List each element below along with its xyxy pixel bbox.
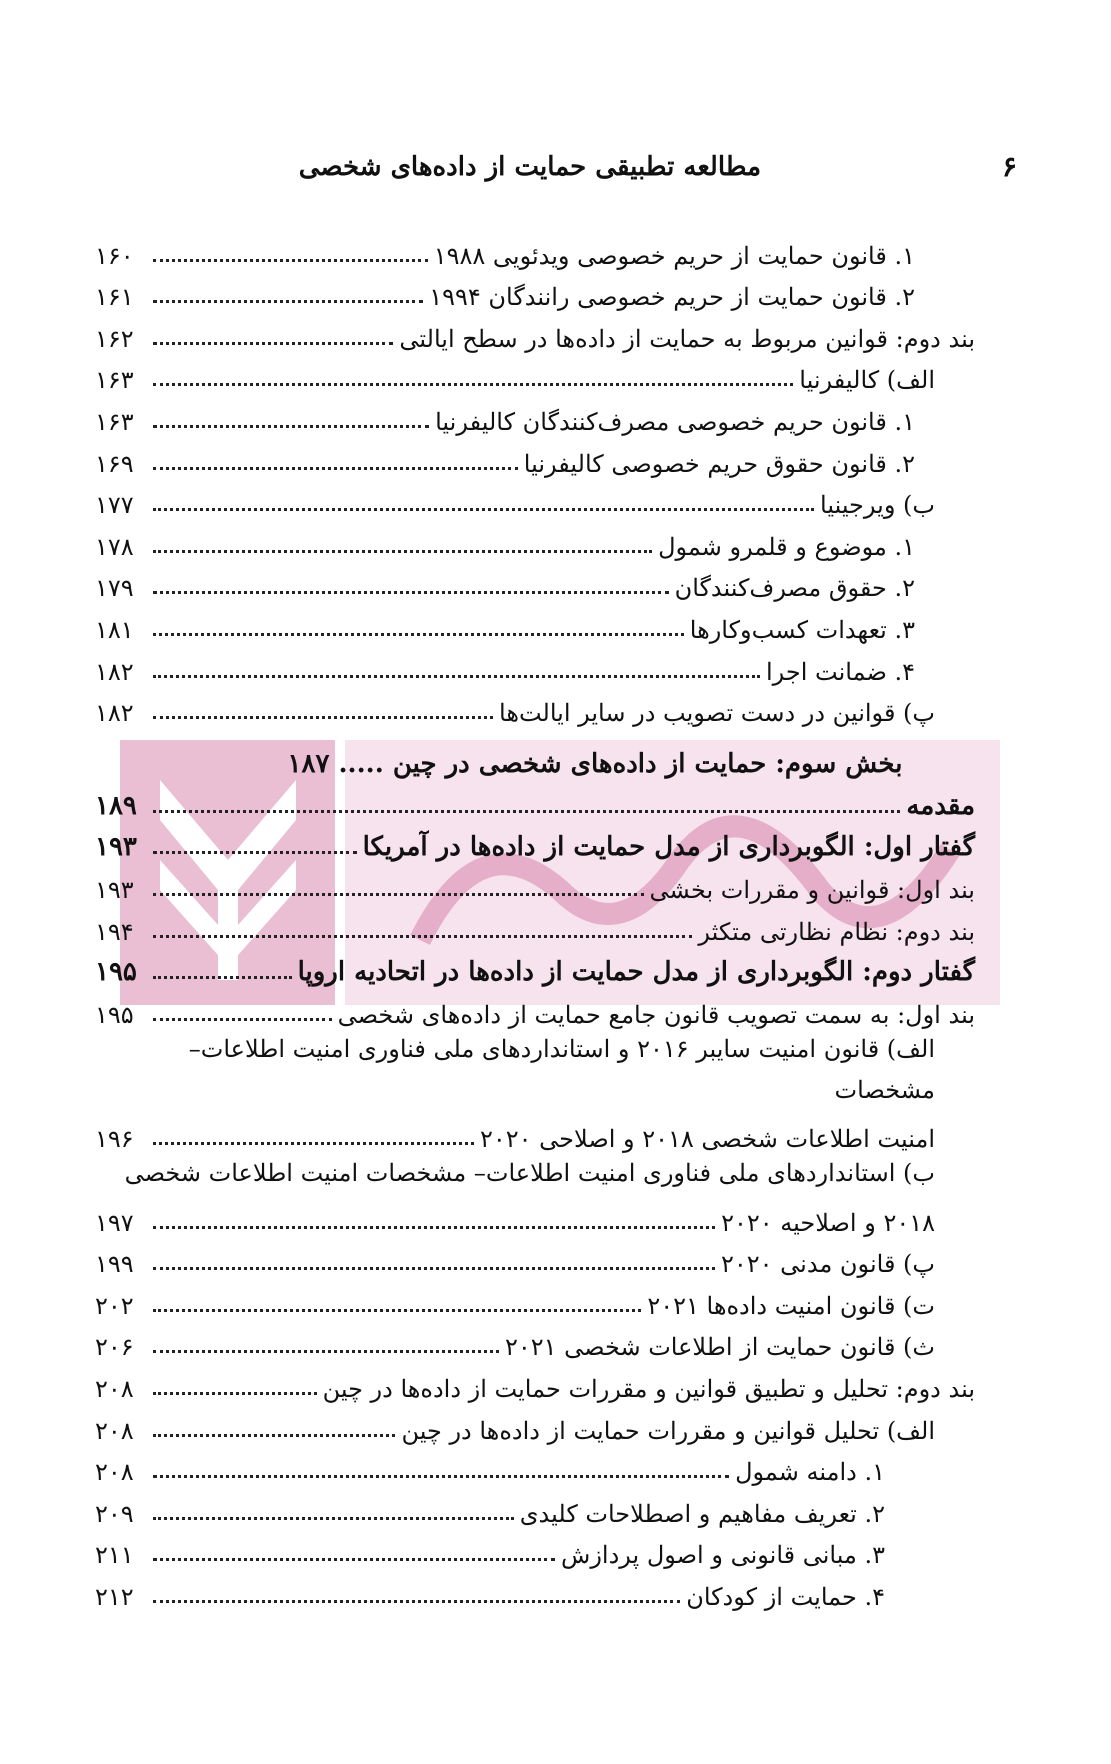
- toc-entry-page: ۱۶۰: [95, 241, 134, 270]
- leader-dots: [153, 633, 684, 636]
- toc-entry-title: پ) قوانین در دست تصویب در سایر ایالت‌ها: [499, 699, 935, 728]
- toc-entry: [95, 1320, 975, 1362]
- toc-entry: [95, 904, 975, 946]
- book-title: مطالعه تطبیقی حمایت از داده‌های شخصی: [298, 152, 761, 182]
- leader-dots: [153, 259, 428, 262]
- toc-entry-page: ۲۰۸: [95, 1458, 134, 1487]
- leader-dots: [153, 591, 669, 594]
- toc-entry-page: ۲۱۱: [95, 1541, 134, 1570]
- toc-entry-page: ۱۶۳: [95, 366, 134, 395]
- leader-dots: [153, 1600, 680, 1603]
- toc-entry-continued: [95, 1153, 975, 1195]
- leader-dots: [153, 1392, 317, 1395]
- toc-entry-page: ۱۸۲: [95, 699, 134, 728]
- toc-entry: [95, 311, 975, 353]
- toc-entry-title: ۳. تعهدات کسب‌وکارها: [689, 615, 915, 644]
- leader-dots: [153, 383, 793, 386]
- toc-entry-page: ۱۹۹: [95, 1250, 134, 1279]
- toc-entry-page: ۱۹۴: [95, 917, 134, 946]
- toc-entry-page: ۱۹۵: [95, 1000, 134, 1029]
- leader-dots: [153, 508, 814, 511]
- leader-dots: [153, 1226, 715, 1229]
- table-of-contents: [95, 228, 975, 1611]
- toc-entry-page: ۱۶۱: [95, 283, 134, 312]
- leader-dots: [153, 976, 292, 979]
- toc-entry-page: ۱۷۷: [95, 491, 134, 520]
- leader-dots: [153, 716, 493, 719]
- leader-dots: [153, 1350, 499, 1353]
- leader-dots: [153, 425, 429, 428]
- toc-entry-title: ۱. موضوع و قلمرو شمول: [658, 532, 915, 561]
- leader-dots: [153, 1267, 715, 1270]
- toc-entry: [95, 1445, 975, 1487]
- toc-entry-page: ۲۱۲: [95, 1583, 134, 1611]
- toc-entry: [95, 1195, 975, 1237]
- toc-entry-title: ۲. تعریف مفاهیم و اصطلاحات کلیدی: [519, 1499, 885, 1528]
- toc-entry: [95, 1237, 975, 1279]
- toc-entry-page: ۱۹۷: [95, 1208, 134, 1237]
- leader-dots: [153, 342, 393, 345]
- leader-dots: [153, 893, 644, 896]
- toc-entry-page: ۱۹۳: [95, 875, 134, 904]
- toc-entry: [95, 561, 975, 603]
- leader-dots: [153, 1517, 514, 1520]
- toc-entry-title: ۲. حقوق مصرف‌کنندگان: [674, 574, 915, 603]
- toc-entry-page: ۱۹۳: [95, 832, 137, 863]
- leader-dots: [153, 851, 357, 854]
- leader-dots: [153, 1434, 395, 1437]
- toc-entry-title: بند اول: به سمت تصویب قانون جامع حمایت از داده‌های شخصی: [337, 1000, 975, 1029]
- leader-dots: [153, 1309, 641, 1312]
- toc-entry-page: ۱۸۲: [95, 657, 134, 686]
- toc-entry: [95, 1361, 975, 1403]
- toc-entry-title: ۲. قانون حقوق حریم خصوصی کالیفرنیا: [523, 449, 915, 478]
- toc-entry: [95, 1278, 975, 1320]
- leader-dots: [153, 1018, 332, 1021]
- toc-entry-title: ث) قانون حمایت از اطلاعات شخصی ۲۰۲۱: [504, 1333, 935, 1362]
- toc-entry-page: ۱۶۳: [95, 407, 134, 436]
- toc-entry: [95, 394, 975, 436]
- toc-entry-title: ۳. مبانی قانونی و اصول پردازش: [561, 1541, 885, 1570]
- toc-entry-title: پ) قانون مدنی ۲۰۲۰: [720, 1250, 935, 1279]
- toc-entry: [95, 862, 975, 904]
- toc-entry: [95, 644, 975, 686]
- toc-entry: [95, 987, 975, 1029]
- toc-entry: [95, 602, 975, 644]
- toc-entry-page: ۱۸۹: [95, 790, 137, 821]
- toc-entry: [95, 1528, 975, 1570]
- toc-entry-page: ۲۰۶: [95, 1333, 134, 1362]
- toc-entry-title: ب) استانداردهای ملی فناوری امنیت اطلاعات– مشخصات امنیت اطلاعات شخصی: [124, 1159, 935, 1188]
- toc-entry: [95, 686, 975, 728]
- toc-entry-page: ۱۸۷: [287, 749, 330, 780]
- toc-entry-title: ب) ویرجینیا: [820, 491, 935, 520]
- toc-entry-title: بند دوم: تحلیل و تطبیق قوانین و مقررات حمایت از داده‌ها در چین: [322, 1375, 975, 1404]
- toc-entry-title: ۴. حمایت از کودکان: [686, 1583, 885, 1611]
- toc-entry: [95, 270, 975, 312]
- toc-entry-page: ۱۷۹: [95, 574, 134, 603]
- toc-entry-title: بند اول: قوانین و مقررات بخشی: [649, 875, 975, 904]
- toc-entry: [95, 436, 975, 478]
- toc-entry-page: ۱۹۵: [95, 957, 137, 988]
- toc-entry: [95, 228, 975, 270]
- toc-entry: [95, 946, 975, 988]
- toc-entry-title: گفتار اول: الگوبرداری از مدل حمایت از داده‌ها در آمریکا: [362, 832, 975, 863]
- toc-entry-page: ۲۰۹: [95, 1499, 134, 1528]
- toc-entry-title: ۲۰۱۸ و اصلاحیه ۲۰۲۰: [721, 1208, 935, 1237]
- toc-entry-title: ۲. قانون حمایت از حریم خصوصی رانندگان ۱۹۹۴: [429, 283, 915, 312]
- page-header: [100, 144, 1051, 192]
- toc-entry-page: ۱۶۲: [95, 324, 134, 353]
- toc-entry: [95, 779, 975, 821]
- toc-entry-title: امنیت اطلاعات شخصی ۲۰۱۸ و اصلاحی ۲۰۲۰: [479, 1125, 935, 1154]
- toc-entry: [95, 1403, 975, 1445]
- leader-dots: [153, 300, 423, 303]
- toc-entry-title: الف) تحلیل قوانین و مقررات حمایت از داده‌ها در چین: [401, 1416, 935, 1445]
- leader-dots: [153, 1558, 555, 1561]
- toc-entry-page: ۱۸۱: [95, 615, 134, 644]
- leader-dots: [153, 675, 760, 678]
- toc-entry-title: ۱. دامنه شمول: [735, 1458, 885, 1487]
- leader-dots: [153, 550, 652, 553]
- toc-entry: [95, 821, 975, 863]
- leader-dots-short: .....: [329, 749, 393, 780]
- toc-entry-page: ۱۹۶: [95, 1125, 134, 1154]
- toc-entry-title: بخش سوم: حمایت از داده‌های شخصی در چین: [392, 749, 903, 780]
- leader-dots: [153, 935, 692, 938]
- page-number: ۶: [1001, 150, 1017, 183]
- toc-entry-title: الف) کالیفرنیا: [799, 366, 935, 395]
- toc-entry-title: ۴. ضمانت اجرا: [765, 657, 915, 686]
- toc-entry-title: مقدمه: [906, 790, 975, 821]
- toc-entry-page: ۲۰۸: [95, 1416, 134, 1445]
- toc-entry: [95, 478, 975, 520]
- leader-dots: [153, 1475, 729, 1478]
- toc-entry: [95, 353, 975, 395]
- leader-dots: [153, 1142, 474, 1145]
- leader-dots: [153, 467, 518, 470]
- toc-entry-title: بند دوم: نظام نظارتی متکثر: [698, 917, 975, 946]
- toc-entry-continued: [95, 1029, 975, 1112]
- toc-entry-page: ۲۰۸: [95, 1375, 134, 1404]
- toc-entry: [95, 519, 975, 561]
- toc-entry-page: ۱۷۸: [95, 532, 134, 561]
- toc-entry-page: ۱۶۹: [95, 449, 134, 478]
- toc-entry-title: گفتار دوم: الگوبرداری از مدل حمایت از داده‌ها در اتحادیه اروپا: [297, 957, 975, 988]
- toc-entry-page: ۲۰۲: [95, 1291, 134, 1320]
- leader-dots: [153, 810, 900, 813]
- toc-entry: [95, 1569, 975, 1611]
- toc-entry-title: ۱. قانون حمایت از حریم خصوصی ویدئویی ۱۹۸۸: [433, 241, 915, 270]
- toc-entry-title: ۱. قانون حریم خصوصی مصرف‌کنندگان کالیفرنیا: [435, 407, 915, 436]
- toc-entry: [95, 1486, 975, 1528]
- toc-entry-title: ت) قانون امنیت داده‌ها ۲۰۲۱: [647, 1291, 935, 1320]
- toc-entry-title: الف) قانون امنیت سایبر ۲۰۱۶ و استانداردهای ملی فناوری امنیت اطلاعات– مشخصات: [188, 1034, 935, 1105]
- toc-section-heading: [95, 727, 975, 779]
- toc-entry-title: بند دوم: قوانین مربوط به حمایت از داده‌ها در سطح ایالتی: [399, 324, 975, 353]
- toc-entry: [95, 1112, 975, 1154]
